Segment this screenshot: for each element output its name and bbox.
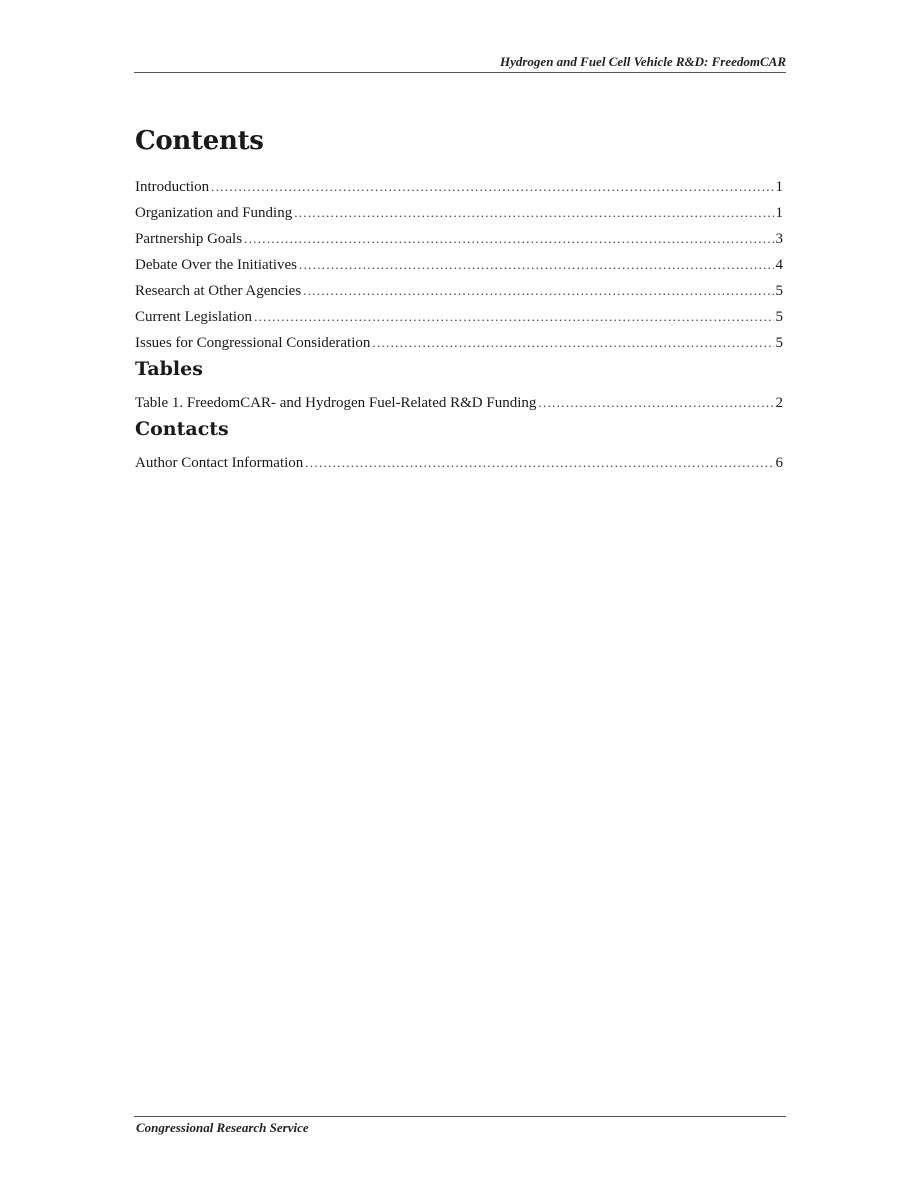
toc-entry-label: Introduction <box>135 179 210 195</box>
toc-page-number: 3 <box>775 231 783 247</box>
toc-entry-organization-and-funding[interactable] <box>135 200 783 226</box>
toc-page-number: 5 <box>775 283 783 299</box>
tables-heading: Tables <box>135 358 203 380</box>
toc-entry-table-1[interactable] <box>135 390 783 416</box>
toc-page-number: 1 <box>775 179 783 195</box>
toc-entry-author-contact-information[interactable] <box>135 450 783 476</box>
toc-entry-label: Table 1. FreedomCAR- and Hydrogen Fuel-Related R&D Funding <box>135 395 537 411</box>
toc-dot-leader <box>294 200 774 226</box>
header-rule <box>134 72 786 73</box>
contents-list <box>135 174 783 356</box>
table-of-contents <box>135 122 783 476</box>
toc-dot-leader <box>303 278 774 304</box>
toc-entry-label: Organization and Funding <box>135 205 293 221</box>
toc-entry-research-at-other-agencies[interactable] <box>135 278 783 304</box>
toc-entry-introduction[interactable] <box>135 174 783 200</box>
toc-page-number: 5 <box>775 335 783 351</box>
toc-dot-leader <box>211 174 774 200</box>
toc-dot-leader <box>372 330 774 356</box>
toc-dot-leader <box>299 252 774 278</box>
toc-dot-leader <box>538 390 774 416</box>
toc-dot-leader <box>254 304 774 330</box>
toc-entry-label: Partnership Goals <box>135 231 243 247</box>
toc-page-number: 2 <box>775 395 783 411</box>
contents-heading: Contents <box>135 126 264 156</box>
contacts-list <box>135 450 783 476</box>
toc-entry-label: Author Contact Information <box>135 455 304 471</box>
toc-dot-leader <box>244 226 774 252</box>
toc-entry-label: Research at Other Agencies <box>135 283 302 299</box>
toc-entry-label: Current Legislation <box>135 309 253 325</box>
toc-page-number: 1 <box>775 205 783 221</box>
toc-entry-debate-over-the-initiatives[interactable] <box>135 252 783 278</box>
footer-rule <box>134 1116 786 1117</box>
toc-entry-label: Issues for Congressional Consideration <box>135 335 371 351</box>
toc-entry-label: Debate Over the Initiatives <box>135 257 298 273</box>
running-header: Hydrogen and Fuel Cell Vehicle R&D: FreedomCAR <box>499 54 786 69</box>
running-footer: Congressional Research Service <box>136 1120 309 1135</box>
toc-page-number: 5 <box>775 309 783 325</box>
toc-dot-leader <box>305 450 774 476</box>
tables-list <box>135 390 783 416</box>
toc-entry-issues-for-congressional-consideration[interactable] <box>135 330 783 356</box>
toc-page-number: 6 <box>775 455 783 471</box>
toc-entry-current-legislation[interactable] <box>135 304 783 330</box>
toc-page-number: 4 <box>775 257 783 273</box>
contacts-heading: Contacts <box>135 418 229 440</box>
toc-entry-partnership-goals[interactable] <box>135 226 783 252</box>
